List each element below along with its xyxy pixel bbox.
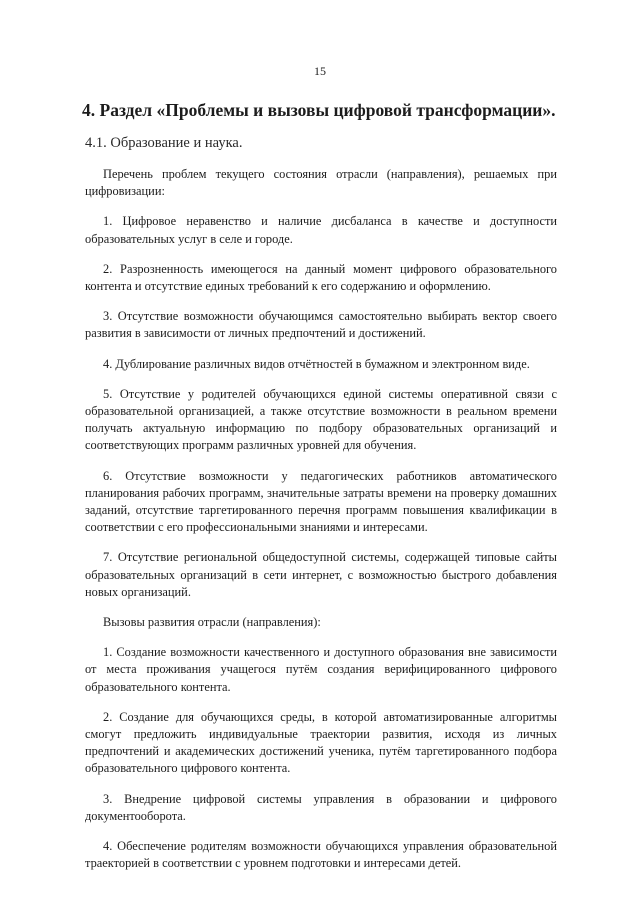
problem-item: 6. Отсутствие возможности у педагогических работников автоматического планирования рабочих программ, значительные затраты времени на проверку домашних заданий, отсутствие таргетированного перечня программ повышения квалификации в соответствии с его профессиональными знаниями и интересами. — [85, 468, 557, 535]
challenge-item: 1. Создание возможности качественного и доступного образования вне зависимости от места проживания учащегося путём создания верифицированного цифрового образовательного контента. — [85, 645, 557, 694]
challenge-item: 3. Внедрение цифровой системы управления в образовании и цифрового документооборота. — [85, 791, 557, 823]
problem-item: 2. Разрозненность имеющегося на данный момент цифрового образовательного контента и отсутствие единых требований к его содержанию и оформлению. — [85, 261, 557, 294]
challenge-item: 4. Обеспечение родителям возможности обучающихся управления образовательной траекторией в соответствии с уровнем подготовки и интересами детей. — [85, 839, 557, 871]
problem-item: 7. Отсутствие региональной общедоступной системы, содержащей типовые сайты образовательных организаций в сети интернет, с возможностью быстрого добавления новых организаций. — [85, 550, 557, 599]
challenge-item: 2. Создание для обучающихся среды, в которой автоматизированные алгоритмы смогут предложить индивидуальные траектории развития, исходя из личных предпочтений и академических достижений ученика, путём таргетированного подбора образовательного цифрового контента. — [85, 709, 557, 776]
problem-item: 3. Отсутствие возможности обучающимся самостоятельно выбирать вектор своего развития в зависимости от личных предпочтений и достижений. — [85, 309, 557, 341]
section-heading: 4. Раздел «Проблемы и вызовы цифровой трансформации». — [82, 100, 556, 120]
challenges-intro: Вызовы развития отрасли (направления): — [103, 615, 321, 630]
page-number: 15 — [314, 64, 326, 78]
problem-item: 5. Отсутствие у родителей обучающихся единой системы оперативной связи с образовательной организацией, а также отсутствие возможности в реальном времени получать актуальную информацию по подбору образовательных организаций и соответствующих программ различных уровней для обучения. — [85, 386, 557, 453]
problem-item: 1. Цифровое неравенство и наличие дисбаланса в качестве и доступности образовательных услуг в селе и городе. — [85, 214, 557, 246]
document-body — [85, 166, 557, 886]
subsection-heading: 4.1. Образование и наука. — [85, 135, 243, 151]
problem-item: 4. Дублирование различных видов отчётностей в бумажном и электронном виде. — [103, 356, 530, 371]
problems-intro: Перечень проблем текущего состояния отрасли (направления), решаемых при цифровизации: — [85, 167, 557, 199]
